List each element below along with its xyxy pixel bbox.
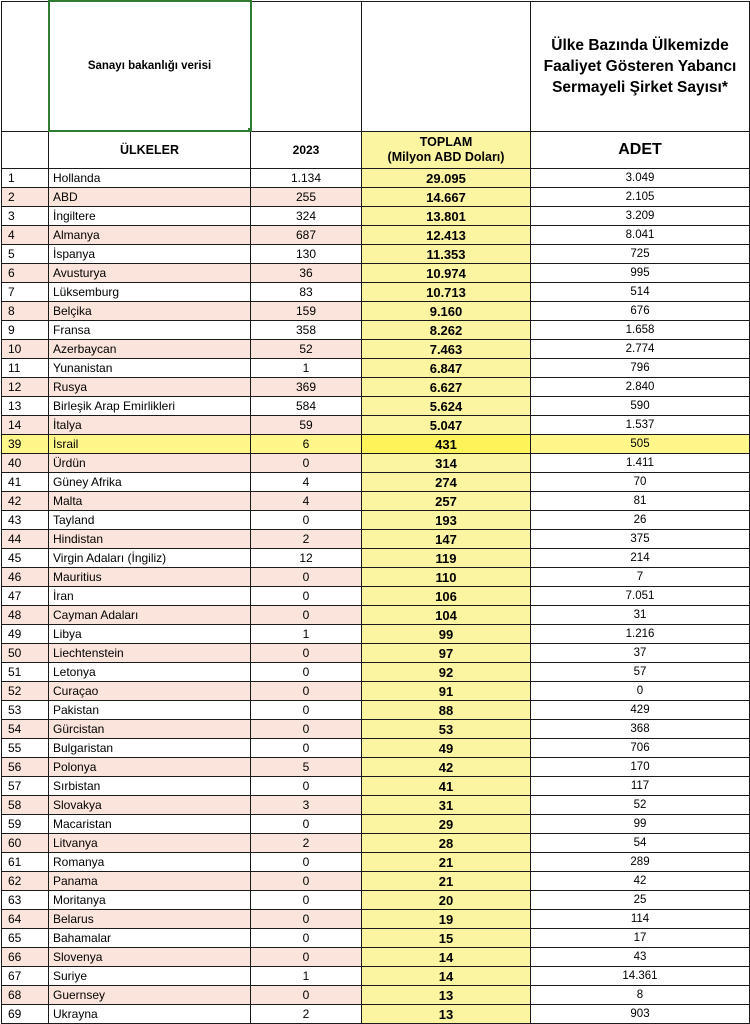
country-cell[interactable]: ABD — [49, 188, 251, 207]
rank-cell[interactable]: 41 — [2, 473, 49, 492]
company-count-cell[interactable]: 289 — [531, 853, 750, 872]
company-count-cell[interactable]: 99 — [531, 815, 750, 834]
company-count-cell[interactable]: 1.658 — [531, 321, 750, 340]
rank-cell[interactable]: 62 — [2, 872, 49, 891]
company-count-cell[interactable]: 676 — [531, 302, 750, 321]
title-row — [2, 1, 750, 131]
total-cell[interactable]: 91 — [362, 682, 531, 701]
table-row — [2, 188, 750, 207]
value-2023-cell[interactable]: 358 — [251, 321, 362, 340]
value-2023-cell[interactable]: 1.134 — [251, 169, 362, 188]
company-count-cell[interactable]: 429 — [531, 701, 750, 720]
rank-cell[interactable]: 57 — [2, 777, 49, 796]
company-count-cell[interactable]: 1.216 — [531, 625, 750, 644]
country-cell[interactable]: Sırbistan — [49, 777, 251, 796]
table-row — [2, 549, 750, 568]
company-count-cell[interactable]: 368 — [531, 720, 750, 739]
value-2023-cell[interactable]: 130 — [251, 245, 362, 264]
company-count-cell[interactable]: 170 — [531, 758, 750, 777]
table-row — [2, 435, 750, 454]
value-2023-cell[interactable]: 0 — [251, 568, 362, 587]
company-count-cell[interactable]: 0 — [531, 682, 750, 701]
rank-cell[interactable]: 1 — [2, 169, 49, 188]
company-count-cell[interactable]: 14.361 — [531, 967, 750, 986]
value-2023-cell[interactable]: 4 — [251, 492, 362, 511]
total-cell[interactable]: 41 — [362, 777, 531, 796]
company-count-cell[interactable]: 31 — [531, 606, 750, 625]
rank-cell[interactable]: 49 — [2, 625, 49, 644]
value-2023-cell[interactable]: 687 — [251, 226, 362, 245]
company-count-cell[interactable]: 3.049 — [531, 169, 750, 188]
value-2023-cell[interactable]: 0 — [251, 587, 362, 606]
table-row — [2, 245, 750, 264]
value-2023-cell[interactable]: 324 — [251, 207, 362, 226]
company-count-cell[interactable]: 7.051 — [531, 587, 750, 606]
value-2023-cell[interactable]: 255 — [251, 188, 362, 207]
table-row — [2, 910, 750, 929]
table-row — [2, 853, 750, 872]
total-cell[interactable]: 88 — [362, 701, 531, 720]
value-2023-cell[interactable]: 12 — [251, 549, 362, 568]
value-2023-cell[interactable]: 0 — [251, 454, 362, 473]
company-count-cell[interactable]: 57 — [531, 663, 750, 682]
country-cell[interactable]: Suriye — [49, 967, 251, 986]
rank-cell[interactable]: 61 — [2, 853, 49, 872]
value-2023-cell[interactable]: 0 — [251, 891, 362, 910]
value-2023-cell[interactable]: 3 — [251, 796, 362, 815]
rank-cell[interactable]: 42 — [2, 492, 49, 511]
country-cell[interactable]: Libya — [49, 625, 251, 644]
total-cell[interactable]: 29 — [362, 815, 531, 834]
table-row — [2, 492, 750, 511]
column-header-row — [2, 131, 750, 169]
rank-cell[interactable]: 69 — [2, 1005, 49, 1024]
rank-cell[interactable]: 60 — [2, 834, 49, 853]
rank-cell[interactable]: 66 — [2, 948, 49, 967]
table-row — [2, 701, 750, 720]
rank-cell[interactable]: 54 — [2, 720, 49, 739]
table-row — [2, 226, 750, 245]
total-cell[interactable]: 28 — [362, 834, 531, 853]
company-count-cell[interactable]: 796 — [531, 359, 750, 378]
country-cell[interactable]: Bahamalar — [49, 929, 251, 948]
company-count-cell[interactable]: 25 — [531, 891, 750, 910]
total-cell[interactable]: 20 — [362, 891, 531, 910]
value-2023-cell[interactable]: 0 — [251, 910, 362, 929]
value-2023-cell[interactable]: 0 — [251, 929, 362, 948]
header-total-line2: (Milyon ABD Doları) — [387, 149, 505, 164]
total-cell[interactable]: 19 — [362, 910, 531, 929]
total-cell[interactable]: 147 — [362, 530, 531, 549]
country-cell[interactable]: Belçika — [49, 302, 251, 321]
total-cell[interactable]: 14 — [362, 967, 531, 986]
company-count-cell[interactable]: 725 — [531, 245, 750, 264]
company-count-cell[interactable]: 37 — [531, 644, 750, 663]
company-count-cell[interactable]: 114 — [531, 910, 750, 929]
value-2023-cell[interactable]: 83 — [251, 283, 362, 302]
rank-cell[interactable]: 5 — [2, 245, 49, 264]
table-row — [2, 283, 750, 302]
company-count-cell[interactable]: 70 — [531, 473, 750, 492]
value-2023-cell[interactable]: 0 — [251, 948, 362, 967]
rank-cell[interactable]: 8 — [2, 302, 49, 321]
company-count-cell[interactable]: 1.537 — [531, 416, 750, 435]
value-2023-cell[interactable]: 0 — [251, 872, 362, 891]
value-2023-cell[interactable]: 0 — [251, 777, 362, 796]
country-cell[interactable]: Guernsey — [49, 986, 251, 1005]
country-cell[interactable]: Macaristan — [49, 815, 251, 834]
country-cell[interactable]: Belarus — [49, 910, 251, 929]
company-count-cell[interactable]: 54 — [531, 834, 750, 853]
company-count-cell[interactable]: 26 — [531, 511, 750, 530]
country-cell[interactable]: Romanya — [49, 853, 251, 872]
rank-cell[interactable]: 51 — [2, 663, 49, 682]
table-row — [2, 397, 750, 416]
company-count-cell[interactable]: 590 — [531, 397, 750, 416]
total-cell[interactable]: 29.095 — [362, 169, 531, 188]
table-row — [2, 454, 750, 473]
total-cell[interactable]: 431 — [362, 435, 531, 454]
total-cell[interactable]: 11.353 — [362, 245, 531, 264]
empty-cell[interactable] — [251, 1, 362, 131]
country-cell[interactable]: Polonya — [49, 758, 251, 777]
header-total[interactable] — [362, 131, 531, 169]
country-cell[interactable]: Birleşik Arap Emirlikleri — [49, 397, 251, 416]
value-2023-cell[interactable]: 0 — [251, 644, 362, 663]
table-row — [2, 264, 750, 283]
table-row — [2, 891, 750, 910]
value-2023-cell[interactable]: 1 — [251, 359, 362, 378]
value-2023-cell[interactable]: 584 — [251, 397, 362, 416]
table-row — [2, 758, 750, 777]
rank-cell[interactable]: 58 — [2, 796, 49, 815]
rank-cell[interactable]: 64 — [2, 910, 49, 929]
rank-cell[interactable]: 52 — [2, 682, 49, 701]
value-2023-cell[interactable]: 1 — [251, 625, 362, 644]
total-cell[interactable]: 6.627 — [362, 378, 531, 397]
table-row — [2, 530, 750, 549]
table-row — [2, 986, 750, 1005]
total-cell[interactable]: 314 — [362, 454, 531, 473]
value-2023-cell[interactable]: 5 — [251, 758, 362, 777]
rank-cell[interactable]: 44 — [2, 530, 49, 549]
table-row — [2, 169, 750, 188]
total-cell[interactable]: 104 — [362, 606, 531, 625]
rank-cell[interactable]: 6 — [2, 264, 49, 283]
value-2023-cell[interactable]: 36 — [251, 264, 362, 283]
country-cell[interactable]: İsrail — [49, 435, 251, 454]
value-2023-cell[interactable]: 0 — [251, 663, 362, 682]
company-count-cell[interactable]: 117 — [531, 777, 750, 796]
table-row — [2, 929, 750, 948]
table-row — [2, 777, 750, 796]
rank-cell[interactable]: 45 — [2, 549, 49, 568]
total-cell[interactable]: 13.801 — [362, 207, 531, 226]
total-cell[interactable]: 7.463 — [362, 340, 531, 359]
total-cell[interactable]: 14.667 — [362, 188, 531, 207]
country-cell[interactable]: İngiltere — [49, 207, 251, 226]
value-2023-cell[interactable]: 2 — [251, 834, 362, 853]
country-cell[interactable]: Lüksemburg — [49, 283, 251, 302]
total-cell[interactable]: 97 — [362, 644, 531, 663]
value-2023-cell[interactable]: 2 — [251, 530, 362, 549]
table-row — [2, 682, 750, 701]
country-cell[interactable]: Güney Afrika — [49, 473, 251, 492]
country-cell[interactable]: Mauritius — [49, 568, 251, 587]
total-cell[interactable]: 274 — [362, 473, 531, 492]
rank-cell[interactable]: 46 — [2, 568, 49, 587]
rank-cell[interactable]: 59 — [2, 815, 49, 834]
country-cell[interactable]: Hindistan — [49, 530, 251, 549]
source-note-cell[interactable]: Sanayı bakanlığı verisi — [49, 1, 251, 131]
total-cell[interactable]: 42 — [362, 758, 531, 777]
company-count-cell[interactable]: 7 — [531, 568, 750, 587]
company-count-cell[interactable]: 214 — [531, 549, 750, 568]
rank-cell[interactable]: 13 — [2, 397, 49, 416]
country-cell[interactable]: Slovakya — [49, 796, 251, 815]
company-count-cell[interactable]: 3.209 — [531, 207, 750, 226]
table-row — [2, 511, 750, 530]
value-2023-cell[interactable]: 0 — [251, 606, 362, 625]
country-cell[interactable]: İran — [49, 587, 251, 606]
country-cell[interactable]: Cayman Adaları — [49, 606, 251, 625]
country-cell[interactable]: İspanya — [49, 245, 251, 264]
country-cell[interactable]: Curaçao — [49, 682, 251, 701]
header-rank-cell[interactable] — [2, 131, 49, 169]
rank-cell[interactable]: 11 — [2, 359, 49, 378]
table-row — [2, 359, 750, 378]
rank-cell[interactable]: 53 — [2, 701, 49, 720]
rank-cell[interactable]: 40 — [2, 454, 49, 473]
table-row — [2, 720, 750, 739]
total-cell[interactable]: 92 — [362, 663, 531, 682]
company-count-cell[interactable]: 8 — [531, 986, 750, 1005]
country-cell[interactable]: İtalya — [49, 416, 251, 435]
rank-cell[interactable]: 7 — [2, 283, 49, 302]
total-cell[interactable]: 15 — [362, 929, 531, 948]
company-count-cell[interactable]: 375 — [531, 530, 750, 549]
value-2023-cell[interactable]: 59 — [251, 416, 362, 435]
company-count-cell[interactable]: 81 — [531, 492, 750, 511]
total-cell[interactable]: 110 — [362, 568, 531, 587]
rank-cell[interactable]: 2 — [2, 188, 49, 207]
rank-cell[interactable]: 39 — [2, 435, 49, 454]
total-cell[interactable]: 53 — [362, 720, 531, 739]
rank-cell[interactable]: 56 — [2, 758, 49, 777]
rank-cell[interactable]: 68 — [2, 986, 49, 1005]
table-row — [2, 625, 750, 644]
table-row — [2, 644, 750, 663]
table-row — [2, 739, 750, 758]
country-cell[interactable]: Yunanistan — [49, 359, 251, 378]
country-cell[interactable]: Gürcistan — [49, 720, 251, 739]
country-cell[interactable]: Virgin Adaları (İngiliz) — [49, 549, 251, 568]
country-cell[interactable]: Slovenya — [49, 948, 251, 967]
company-count-cell[interactable]: 514 — [531, 283, 750, 302]
total-cell[interactable]: 99 — [362, 625, 531, 644]
table-row — [2, 1005, 750, 1024]
header-count[interactable]: ADET — [531, 131, 750, 169]
company-count-cell[interactable]: 42 — [531, 872, 750, 891]
total-cell[interactable]: 119 — [362, 549, 531, 568]
value-2023-cell[interactable]: 2 — [251, 1005, 362, 1024]
rank-cell[interactable]: 12 — [2, 378, 49, 397]
total-cell[interactable]: 5.624 — [362, 397, 531, 416]
country-cell[interactable]: Ürdün — [49, 454, 251, 473]
company-count-cell[interactable]: 43 — [531, 948, 750, 967]
empty-cell[interactable] — [2, 1, 49, 131]
value-2023-cell[interactable]: 0 — [251, 682, 362, 701]
rank-cell[interactable]: 9 — [2, 321, 49, 340]
table-row — [2, 378, 750, 397]
total-cell[interactable]: 49 — [362, 739, 531, 758]
rank-cell[interactable]: 3 — [2, 207, 49, 226]
total-cell[interactable]: 13 — [362, 986, 531, 1005]
country-cell[interactable]: Fransa — [49, 321, 251, 340]
country-cell[interactable]: Azerbaycan — [49, 340, 251, 359]
total-cell[interactable]: 14 — [362, 948, 531, 967]
table-row — [2, 321, 750, 340]
country-cell[interactable]: Moritanya — [49, 891, 251, 910]
rank-cell[interactable]: 55 — [2, 739, 49, 758]
table-row — [2, 568, 750, 587]
company-count-cell[interactable]: 1.411 — [531, 454, 750, 473]
country-cell[interactable]: Almanya — [49, 226, 251, 245]
table-row — [2, 967, 750, 986]
total-cell[interactable]: 257 — [362, 492, 531, 511]
value-2023-cell[interactable]: 0 — [251, 701, 362, 720]
company-count-cell[interactable]: 995 — [531, 264, 750, 283]
table-row — [2, 872, 750, 891]
table-row — [2, 796, 750, 815]
value-2023-cell[interactable]: 369 — [251, 378, 362, 397]
country-cell[interactable]: Bulgaristan — [49, 739, 251, 758]
total-cell[interactable]: 8.262 — [362, 321, 531, 340]
country-cell[interactable]: Letonya — [49, 663, 251, 682]
table-row — [2, 416, 750, 435]
value-2023-cell[interactable]: 6 — [251, 435, 362, 454]
header-2023[interactable]: 2023 — [251, 131, 362, 169]
country-cell[interactable]: Liechtenstein — [49, 644, 251, 663]
total-cell[interactable]: 9.160 — [362, 302, 531, 321]
total-cell[interactable]: 10.713 — [362, 283, 531, 302]
value-2023-cell[interactable]: 0 — [251, 815, 362, 834]
rank-cell[interactable]: 63 — [2, 891, 49, 910]
country-cell[interactable]: Ukrayna — [49, 1005, 251, 1024]
investment-table — [1, 0, 750, 1024]
total-cell[interactable]: 5.047 — [362, 416, 531, 435]
rank-cell[interactable]: 67 — [2, 967, 49, 986]
table-row — [2, 302, 750, 321]
table-row — [2, 948, 750, 967]
country-cell[interactable]: Rusya — [49, 378, 251, 397]
value-2023-cell[interactable]: 0 — [251, 986, 362, 1005]
company-count-cell[interactable]: 903 — [531, 1005, 750, 1024]
country-cell[interactable]: Panama — [49, 872, 251, 891]
value-2023-cell[interactable]: 0 — [251, 853, 362, 872]
rank-cell[interactable]: 43 — [2, 511, 49, 530]
table-row — [2, 340, 750, 359]
header-countries[interactable]: ÜLKELER — [49, 131, 251, 169]
company-count-cell[interactable]: 8.041 — [531, 226, 750, 245]
country-cell[interactable]: Hollanda — [49, 169, 251, 188]
country-cell[interactable]: Litvanya — [49, 834, 251, 853]
country-cell[interactable]: Tayland — [49, 511, 251, 530]
country-cell[interactable]: Avusturya — [49, 264, 251, 283]
total-cell[interactable]: 193 — [362, 511, 531, 530]
total-cell[interactable]: 6.847 — [362, 359, 531, 378]
header-total-line1: TOPLAM — [419, 134, 473, 149]
company-count-cell[interactable]: 2.774 — [531, 340, 750, 359]
value-2023-cell[interactable]: 159 — [251, 302, 362, 321]
total-cell[interactable]: 106 — [362, 587, 531, 606]
rank-cell[interactable]: 48 — [2, 606, 49, 625]
value-2023-cell[interactable]: 4 — [251, 473, 362, 492]
rank-cell[interactable]: 65 — [2, 929, 49, 948]
value-2023-cell[interactable]: 52 — [251, 340, 362, 359]
country-cell[interactable]: Malta — [49, 492, 251, 511]
value-2023-cell[interactable]: 0 — [251, 739, 362, 758]
rank-cell[interactable]: 50 — [2, 644, 49, 663]
value-2023-cell[interactable]: 0 — [251, 720, 362, 739]
company-count-cell[interactable]: 2.105 — [531, 188, 750, 207]
rank-cell[interactable]: 47 — [2, 587, 49, 606]
table-row — [2, 473, 750, 492]
company-count-cell[interactable]: 17 — [531, 929, 750, 948]
company-count-cell[interactable]: 706 — [531, 739, 750, 758]
total-cell[interactable]: 21 — [362, 853, 531, 872]
rank-cell[interactable]: 14 — [2, 416, 49, 435]
table-row — [2, 587, 750, 606]
total-cell[interactable]: 10.974 — [362, 264, 531, 283]
total-cell[interactable]: 21 — [362, 872, 531, 891]
total-cell[interactable]: 31 — [362, 796, 531, 815]
table-row — [2, 207, 750, 226]
rank-cell[interactable]: 4 — [2, 226, 49, 245]
company-count-cell[interactable]: 505 — [531, 435, 750, 454]
value-2023-cell[interactable]: 1 — [251, 967, 362, 986]
empty-cell[interactable] — [362, 1, 531, 131]
total-cell[interactable]: 13 — [362, 1005, 531, 1024]
table-row — [2, 815, 750, 834]
table-row — [2, 834, 750, 853]
total-cell[interactable]: 12.413 — [362, 226, 531, 245]
company-count-cell[interactable]: 2.840 — [531, 378, 750, 397]
table-row — [2, 606, 750, 625]
value-2023-cell[interactable]: 0 — [251, 511, 362, 530]
table-row — [2, 663, 750, 682]
company-count-title[interactable]: Ülke Bazında Ülkemizde Faaliyet Gösteren Yabancı Sermayeli Şirket Sayısı* — [531, 1, 750, 131]
country-cell[interactable]: Pakistan — [49, 701, 251, 720]
rank-cell[interactable]: 10 — [2, 340, 49, 359]
company-count-cell[interactable]: 52 — [531, 796, 750, 815]
